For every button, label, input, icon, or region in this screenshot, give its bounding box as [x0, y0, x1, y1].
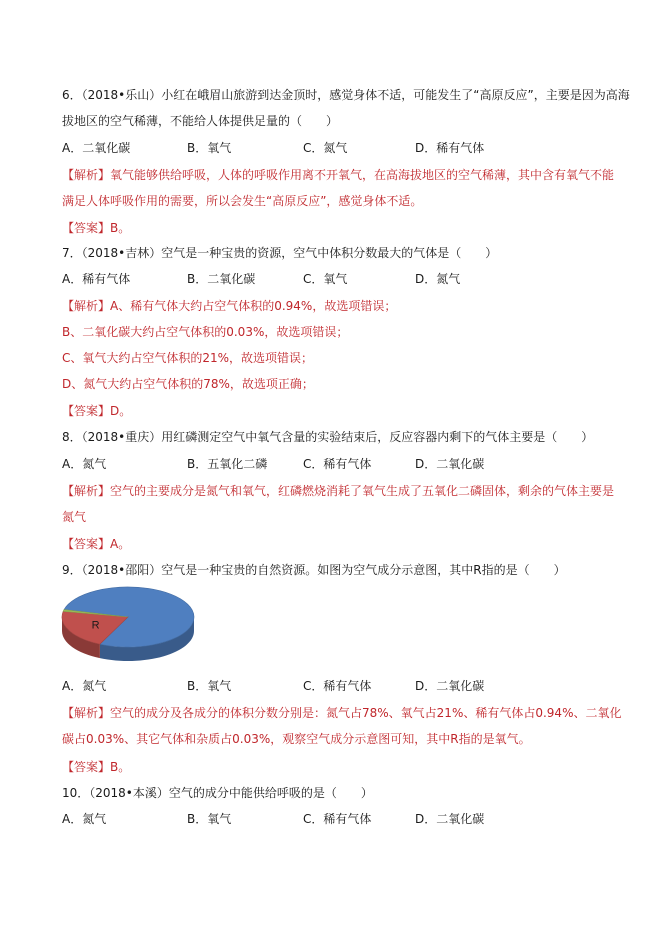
q10-stem-line1: 10．（2018•本溪）空气的成分中能供给呼吸的是（ ） — [62, 786, 373, 800]
q7-option-c: C．氧气 — [303, 272, 348, 286]
q7-option-a: A．稀有气体 — [62, 272, 131, 286]
q10-option-c: C．稀有气体 — [303, 812, 372, 826]
q7-analysis-line2: B、二氧化碳大约占空气体积的0.03%，故选项错误； — [62, 325, 349, 339]
q7-analysis-line1: 【解析】A、稀有气体大约占空气体积的0.94%，故选项错误； — [62, 299, 397, 313]
pie-slice-label-r: R — [91, 619, 100, 632]
q8-option-a: A．氮气 — [62, 457, 107, 471]
q6-analysis-line2: 满足人体呼吸作用的需要，所以会发生“高原反应”，感觉身体不适。 — [62, 194, 423, 208]
q10-option-a: A．氮气 — [62, 812, 107, 826]
q8-option-c: C．稀有气体 — [303, 457, 372, 471]
q8-analysis-line2: 氮气 — [62, 510, 87, 524]
q9-analysis-line2: 碳占0.03%、其它气体和杂质占0.03%，观察空气成分示意图可知，其中R指的是氧气。 — [62, 732, 531, 746]
q9-option-a: A．氮气 — [62, 679, 107, 693]
q7-analysis-line3: C、氧气大约占空气体积的21%，故选项错误； — [62, 351, 314, 365]
q6-option-d: D．稀有气体 — [415, 141, 485, 155]
q7-option-d: D．氮气 — [415, 272, 461, 286]
q6-option-b: B．氧气 — [187, 141, 232, 155]
q9-answer: 【答案】B。 — [62, 760, 131, 774]
q10-option-d: D．二氧化碳 — [415, 812, 485, 826]
q8-analysis-line1: 【解析】空气的主要成分是氮气和氧气，红磷燃烧消耗了氧气生成了五氧化二磷固体，剩余的气体主要是 — [62, 484, 615, 498]
pie-top-layer — [62, 587, 194, 647]
q9-stem-line1: 9．（2018•邵阳）空气是一种宝贵的自然资源。如图为空气成分示意图，其中R指的是（ ） — [62, 563, 566, 577]
q6-answer: 【答案】B。 — [62, 221, 131, 235]
q8-stem-line1: 8．（2018•重庆）用红磷测定空气中氧气含量的实验结束后，反应容器内剩下的气体主要是（ ） — [62, 430, 594, 444]
q6-stem-line2: 拔地区的空气稀薄，不能给人体提供足量的（ ） — [62, 114, 339, 128]
q6-option-c: C．氮气 — [303, 141, 348, 155]
q7-option-b: B．二氧化碳 — [187, 272, 256, 286]
q10-option-b: B．氧气 — [187, 812, 232, 826]
q8-option-b: B．五氧化二磷 — [187, 457, 268, 471]
q6-option-a: A．二氧化碳 — [62, 141, 131, 155]
q7-analysis-line4: D、氮气大约占空气体积的78%，故选项正确； — [62, 377, 314, 391]
q8-answer: 【答案】A。 — [62, 537, 131, 551]
q6-analysis-line1: 【解析】氧气能够供给呼吸，人体的呼吸作用离不开氧气，在高海拔地区的空气稀薄，其中含有氧气不能 — [62, 168, 615, 182]
q6-stem-line1: 6．（2018•乐山）小红在峨眉山旅游到达金顶时，感觉身体不适，可能发生了“高原反应”，主要是因为高海 — [62, 88, 630, 102]
q9-option-d: D．二氧化碳 — [415, 679, 485, 693]
q9-option-b: B．氧气 — [187, 679, 232, 693]
q7-stem-line1: 7．（2018•吉林）空气是一种宝贵的资源，空气中体积分数最大的气体是（ ） — [62, 246, 498, 260]
q9-option-c: C．稀有气体 — [303, 679, 372, 693]
q9-analysis-line1: 【解析】空气的成分及各成分的体积分数分别是：氮气占78%、氧气占21%、稀有气体占0.94%、二氧化 — [62, 706, 622, 720]
q7-answer: 【答案】D。 — [62, 404, 132, 418]
air-composition-pie-chart — [58, 583, 198, 667]
q8-option-d: D．二氧化碳 — [415, 457, 485, 471]
